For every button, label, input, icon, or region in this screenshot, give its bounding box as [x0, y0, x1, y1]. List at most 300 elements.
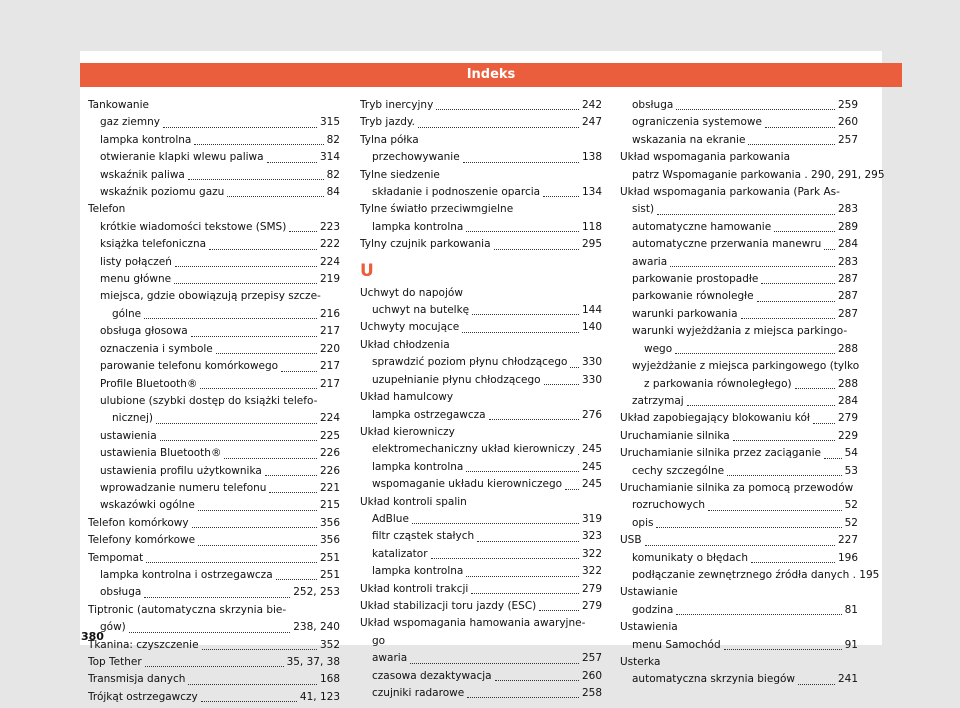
index-entry-term: opis [632, 516, 654, 529]
index-entry-page: 276 [581, 408, 602, 421]
index-entry-term: gów) [100, 621, 126, 634]
index-column-3 [620, 97, 885, 689]
index-entry-term: katalizator [372, 547, 428, 560]
index-entry [88, 637, 340, 654]
dot-leader [543, 195, 579, 197]
dot-leader [645, 544, 835, 546]
index-entry-term: ustawienia profilu użytkownika [100, 464, 262, 477]
index-entry-page: 196 [837, 551, 858, 564]
index-entry-page: 222 [319, 238, 340, 251]
index-entry-page: 295 [581, 238, 602, 251]
dot-leader [227, 195, 323, 197]
index-entry-page: 35, 37, 38 [286, 656, 340, 668]
dot-leader [741, 317, 835, 319]
dot-leader [160, 439, 317, 441]
index-entry [88, 550, 340, 567]
index-entry-term: czasowa dezaktywacja [372, 669, 492, 682]
index-entry-page: 82 [326, 133, 340, 146]
index-entry-page: 138 [581, 151, 602, 164]
index-heading: Układ wspomagania hamowania awaryjne- [360, 617, 586, 630]
dot-leader [795, 387, 835, 389]
index-entry [88, 271, 340, 288]
index-entry-term: cechy szczególne [632, 464, 725, 477]
dot-leader [774, 230, 835, 232]
index-entry-term: Top Tether [88, 656, 142, 668]
dot-leader [656, 526, 841, 528]
index-entry-term: lampka kontrolna [100, 133, 192, 146]
index-entry-term: obsługa [632, 99, 674, 111]
index-subentry: go [372, 634, 386, 647]
dot-leader [675, 352, 835, 354]
index-entry-term: parkowanie równoległe [632, 290, 754, 303]
index-entry [360, 97, 602, 114]
index-entry-term: Tryb jazdy. [360, 116, 415, 129]
dot-leader [129, 631, 290, 633]
index-entry [360, 372, 602, 389]
index-entry-page: 284 [837, 394, 858, 407]
index-entry-page: 52 [844, 499, 858, 512]
index-subentry: miejsca, gdzie obowiązują przepisy szcze- [100, 290, 321, 303]
index-entry-term: Tryb inercyjny [360, 99, 434, 111]
dot-leader [565, 488, 579, 490]
dot-leader [267, 161, 317, 163]
index-entry-page: 259 [837, 99, 858, 111]
dot-leader [761, 282, 835, 284]
index-entry [360, 407, 602, 424]
dot-leader [495, 679, 579, 681]
dot-leader [708, 509, 842, 511]
index-entry-page: 226 [319, 447, 340, 460]
dot-leader [175, 265, 317, 267]
index-entry-page: 245 [581, 478, 602, 491]
index-entry-page: 279 [581, 582, 602, 595]
index-subentry: podłączanie zewnętrznego źródła danych . 195 [632, 568, 880, 581]
index-entry-term: godzina [632, 603, 674, 616]
index-entry [88, 671, 340, 688]
index-entry-page: 323 [581, 530, 602, 543]
dot-leader [733, 439, 835, 441]
index-entry-term: Uruchamianie silnika przez zaciąganie [620, 447, 822, 460]
index-entry-page: 226 [319, 464, 340, 477]
dot-leader [727, 474, 842, 476]
index-entry [360, 685, 602, 702]
index-entry-term: lampka kontrolna [372, 460, 464, 473]
index-entry-term: AdBlue [372, 512, 409, 525]
index-entry-term: wskaźnik poziomu gazu [100, 186, 225, 199]
dot-leader [462, 331, 579, 333]
dot-leader [471, 592, 579, 594]
index-entry-page: 54 [844, 447, 858, 460]
index-entry [360, 476, 602, 493]
index-entry-term: składanie i podnoszenie oparcia [372, 186, 541, 199]
index-entry [88, 114, 340, 131]
index-entry-term: Trójkąt ostrzegawczy [88, 690, 198, 703]
index-entry-page: 224 [319, 255, 340, 268]
index-entry [620, 97, 858, 114]
dot-leader [824, 248, 835, 250]
index-entry [360, 581, 602, 598]
index-entry [620, 306, 858, 323]
dot-leader [466, 575, 579, 577]
index-entry-page: 287 [837, 273, 858, 286]
index-entry-term: Uchwyty mocujące [360, 321, 460, 334]
index-heading: Tankowanie [88, 99, 149, 111]
index-entry [360, 354, 602, 371]
dot-leader [798, 683, 835, 685]
index-entry [88, 445, 340, 462]
dot-leader [265, 474, 317, 476]
index-subentry: wyjeżdżanie z miejsca parkingowego (tylko [632, 360, 860, 373]
dot-leader [765, 126, 835, 128]
index-entry-page: 287 [837, 290, 858, 303]
index-heading: Układ chłodzenia [360, 338, 450, 351]
index-entry [620, 637, 858, 654]
index-heading: Uchwyt do napojów [360, 286, 463, 299]
index-entry [620, 393, 858, 410]
index-entry [360, 546, 602, 563]
index-entry [360, 511, 602, 528]
index-entry [88, 532, 340, 549]
dot-leader [489, 418, 579, 420]
index-entry-page: 288 [837, 342, 858, 355]
dot-leader [466, 470, 579, 472]
index-entry-term: Układ zapobiegający blokowaniu kół [620, 412, 810, 425]
index-entry [88, 219, 340, 236]
dot-leader [467, 696, 579, 698]
index-entry [360, 459, 602, 476]
index-entry-page: 319 [581, 512, 602, 525]
index-entry-page: 257 [837, 133, 858, 146]
dot-leader [748, 143, 835, 145]
index-entry [88, 236, 340, 253]
index-entry [620, 132, 858, 149]
index-heading: Tylne siedzenie [360, 168, 440, 181]
index-heading: Układ wspomagania parkowania [620, 151, 791, 164]
index-entry-term: menu główne [100, 273, 172, 286]
index-entry-page: 288 [837, 377, 858, 390]
index-heading: Telefon [88, 203, 126, 216]
index-entry-term: Uruchamianie silnika [620, 429, 730, 442]
index-column-2 [360, 97, 602, 702]
index-entry-page: 247 [581, 116, 602, 129]
index-entry-term: lampka kontrolna [372, 220, 464, 233]
dot-leader [813, 422, 835, 424]
index-entry-page: 91 [844, 638, 858, 651]
index-entry [88, 358, 340, 375]
index-entry-term: lampka kontrolna [372, 565, 464, 578]
index-entry-term: obsługa [100, 586, 142, 599]
dot-leader [494, 248, 579, 250]
index-entry-page: 215 [319, 499, 340, 512]
dot-leader [466, 230, 579, 232]
dot-leader [174, 282, 317, 284]
index-entry [620, 254, 858, 271]
index-entry-term: Układ kontroli trakcji [360, 582, 469, 595]
index-entry [88, 567, 340, 584]
dot-leader [209, 248, 317, 250]
index-entry [88, 184, 340, 201]
index-heading: Uruchamianie silnika za pomocą przewodów [620, 481, 854, 494]
index-entry-page: 283 [837, 203, 858, 216]
index-entry-page: 287 [837, 307, 858, 320]
index-entry [88, 149, 340, 166]
dot-leader [198, 509, 317, 511]
index-entry-page: 279 [581, 599, 602, 612]
dot-leader [145, 665, 284, 667]
index-entry-term: wskaźnik paliwa [100, 168, 185, 181]
index-entry-page: 356 [319, 516, 340, 529]
index-entry [620, 671, 858, 688]
index-entry-page: 245 [581, 460, 602, 473]
index-entry-page: 118 [581, 220, 602, 233]
index-heading: Tiptronic (automatyczna skrzynia bie- [88, 603, 287, 616]
index-entry [620, 463, 858, 480]
index-entry-term: ustawienia [100, 429, 157, 442]
index-entry [360, 114, 602, 131]
index-entry-page: 251 [319, 551, 340, 564]
index-entry [88, 428, 340, 445]
index-entry-page: 217 [319, 360, 340, 373]
index-entry-term: automatyczne hamowanie [632, 220, 772, 233]
index-entry [88, 654, 340, 671]
dot-leader [431, 557, 579, 559]
dot-leader [163, 126, 317, 128]
index-entry [360, 563, 602, 580]
index-entry [620, 445, 858, 462]
index-entry [88, 584, 340, 601]
index-entry-term: parowanie telefonu komórkowego [100, 360, 279, 373]
dot-leader [676, 108, 835, 110]
index-heading: Układ kierowniczy [360, 425, 455, 438]
index-entry [620, 428, 858, 445]
index-entry [88, 463, 340, 480]
index-entry [88, 619, 340, 636]
index-entry-term: Telefony komórkowe [88, 534, 196, 547]
index-entry [360, 441, 602, 458]
index-entry [620, 271, 858, 288]
index-entry-term: Tempomat [88, 551, 144, 564]
index-entry [620, 288, 858, 305]
index-entry-page: 216 [319, 307, 340, 320]
index-entry [88, 254, 340, 271]
index-entry-term: Profile Bluetooth® [100, 377, 198, 390]
dot-leader [436, 108, 579, 110]
index-entry-term: gaz ziemny [100, 116, 160, 129]
index-subentry: ulubione (szybki dostęp do książki telefo- [100, 394, 318, 407]
dot-leader [757, 300, 835, 302]
index-entry [360, 219, 602, 236]
index-entry [360, 650, 602, 667]
index-entry-page: 330 [581, 373, 602, 386]
index-entry-page: 315 [319, 116, 340, 129]
dot-leader [687, 404, 835, 406]
index-subentry: patrz Wspomaganie parkowania . 290, 291, 295 [632, 168, 885, 181]
dot-leader [412, 522, 579, 524]
index-entry-term: Telefon komórkowy [88, 516, 189, 529]
dot-leader [269, 491, 316, 493]
index-entry-page: 251 [319, 568, 340, 581]
index-entry [620, 410, 858, 427]
index-heading: Usterka [620, 656, 661, 668]
index-entry-term: z parkowania równoległego) [644, 377, 792, 390]
index-entry [88, 376, 340, 393]
index-entry-page: 81 [844, 603, 858, 616]
index-entry-term: warunki parkowania [632, 307, 738, 320]
index-entry-page: 140 [581, 321, 602, 334]
index-entry [620, 550, 858, 567]
index-entry-term: wego [644, 342, 673, 355]
index-entry-page: 289 [837, 220, 858, 233]
index-entry-page: 242 [581, 99, 602, 111]
section-title: Indeks [466, 67, 516, 82]
dot-leader [477, 540, 579, 542]
index-heading: Tylne światło przeciwmgielne [360, 203, 514, 216]
index-entry-page: 260 [581, 669, 602, 682]
index-entry-term: gólne [112, 307, 142, 320]
dot-leader [751, 561, 835, 563]
index-entry-term: książka telefoniczna [100, 238, 207, 251]
index-subentry: warunki wyjeżdżania z miejsca parkingo- [632, 325, 848, 338]
dot-leader [544, 383, 579, 385]
index-entry-term: Tylny czujnik parkowania [360, 238, 491, 251]
index-entry-term: USB [620, 534, 642, 547]
dot-leader [144, 596, 290, 598]
dot-leader [146, 561, 317, 563]
index-heading: Układ kontroli spalin [360, 495, 467, 508]
dot-leader [463, 161, 579, 163]
index-entry-page: 41, 123 [299, 690, 340, 703]
index-entry [360, 302, 602, 319]
dot-leader [724, 648, 842, 650]
dot-leader [188, 683, 317, 685]
dot-leader [578, 453, 579, 455]
index-entry-term: Tkanina: czyszczenie [88, 638, 199, 651]
index-entry-page: 252, 253 [293, 586, 340, 599]
index-entry-page: 219 [319, 273, 340, 286]
index-entry-page: 221 [319, 481, 340, 494]
dot-leader [144, 317, 317, 319]
dot-leader [188, 178, 324, 180]
index-entry [88, 341, 340, 358]
dot-leader [570, 366, 578, 368]
index-entry-page: 217 [319, 377, 340, 390]
index-entry-page: 224 [319, 412, 340, 425]
dot-leader [472, 313, 579, 315]
index-entry-page: 314 [319, 151, 340, 164]
dot-leader [194, 143, 323, 145]
index-entry [88, 515, 340, 532]
dot-leader [192, 526, 317, 528]
index-entry-term: filtr cząstek stałych [372, 530, 475, 543]
index-entry-page: 220 [319, 342, 340, 355]
index-entry [88, 323, 340, 340]
index-entry-page: 260 [837, 116, 858, 129]
index-entry [360, 528, 602, 545]
dot-leader [676, 613, 841, 615]
index-entry-term: automatyczne przerwania manewru [632, 238, 822, 251]
index-entry-page: 168 [319, 673, 340, 686]
index-entry-page: 227 [837, 534, 858, 547]
index-entry-term: wskazania na ekranie [632, 133, 746, 146]
index-entry-page: 279 [837, 412, 858, 425]
index-entry [360, 598, 602, 615]
index-entry-term: listy połączeń [100, 255, 172, 268]
dot-leader [201, 700, 297, 702]
index-entry [88, 497, 340, 514]
index-entry-page: 283 [837, 255, 858, 268]
index-entry [88, 167, 340, 184]
index-entry-page: 322 [581, 547, 602, 560]
index-entry [360, 149, 602, 166]
index-entry [620, 497, 858, 514]
index-letter-heading: U [360, 260, 374, 281]
index-entry-term: sist) [632, 203, 655, 216]
dot-leader [670, 265, 835, 267]
index-entry-term: awaria [632, 255, 668, 268]
index-heading: Ustawienia [620, 621, 678, 634]
index-entry [88, 410, 340, 427]
index-entry-term: zatrzymaj [632, 394, 684, 407]
index-entry-page: 352 [319, 638, 340, 651]
index-entry-page: 225 [319, 429, 340, 442]
index-entry [620, 114, 858, 131]
index-entry-term: przechowywanie [372, 151, 460, 164]
dot-leader [289, 230, 317, 232]
dot-leader [539, 609, 579, 611]
dot-leader [224, 457, 316, 459]
index-entry-term: ograniczenia systemowe [632, 116, 762, 129]
index-entry-term: nicznej) [112, 412, 153, 425]
index-heading: Tylna półka [360, 133, 419, 146]
index-entry [620, 515, 858, 532]
index-entry [620, 201, 858, 218]
dot-leader [200, 387, 316, 389]
index-entry [620, 376, 858, 393]
dot-leader [202, 648, 317, 650]
index-entry [360, 319, 602, 336]
index-entry-page: 238, 240 [293, 621, 340, 634]
index-entry-term: menu Samochód [632, 638, 721, 651]
index-entry [620, 602, 858, 619]
index-entry [88, 132, 340, 149]
index-entry-term: awaria [372, 652, 408, 665]
index-entry [620, 532, 858, 549]
index-entry-page: 322 [581, 565, 602, 578]
index-entry-term: uchwyt na butelkę [372, 304, 470, 317]
index-entry-term: ustawienia Bluetooth® [100, 447, 222, 460]
index-entry-term: uzupełnianie płynu chłodzącego [372, 373, 541, 386]
index-entry-term: lampka kontrolna i ostrzegawcza [100, 568, 273, 581]
index-entry [620, 236, 858, 253]
dot-leader [198, 544, 317, 546]
index-heading: Układ wspomagania parkowania (Park As- [620, 186, 840, 199]
dot-leader [276, 578, 317, 580]
index-entry-term: krótkie wiadomości tekstowe (SMS) [100, 220, 287, 233]
index-entry-page: 52 [844, 516, 858, 529]
index-entry [620, 341, 858, 358]
index-entry-term: rozruchowych [632, 499, 706, 512]
index-entry-term: wprowadzanie numeru telefonu [100, 481, 267, 494]
index-entry-page: 330 [581, 356, 602, 369]
index-entry [88, 689, 340, 706]
index-entry-page: 134 [581, 186, 602, 199]
index-entry-term: komunikaty o błędach [632, 551, 748, 564]
index-entry [360, 668, 602, 685]
index-entry-term: obsługa głosowa [100, 325, 188, 338]
dot-leader [191, 335, 317, 337]
dot-leader [824, 457, 842, 459]
index-entry-term: otwieranie klapki wlewu paliwa [100, 151, 264, 164]
